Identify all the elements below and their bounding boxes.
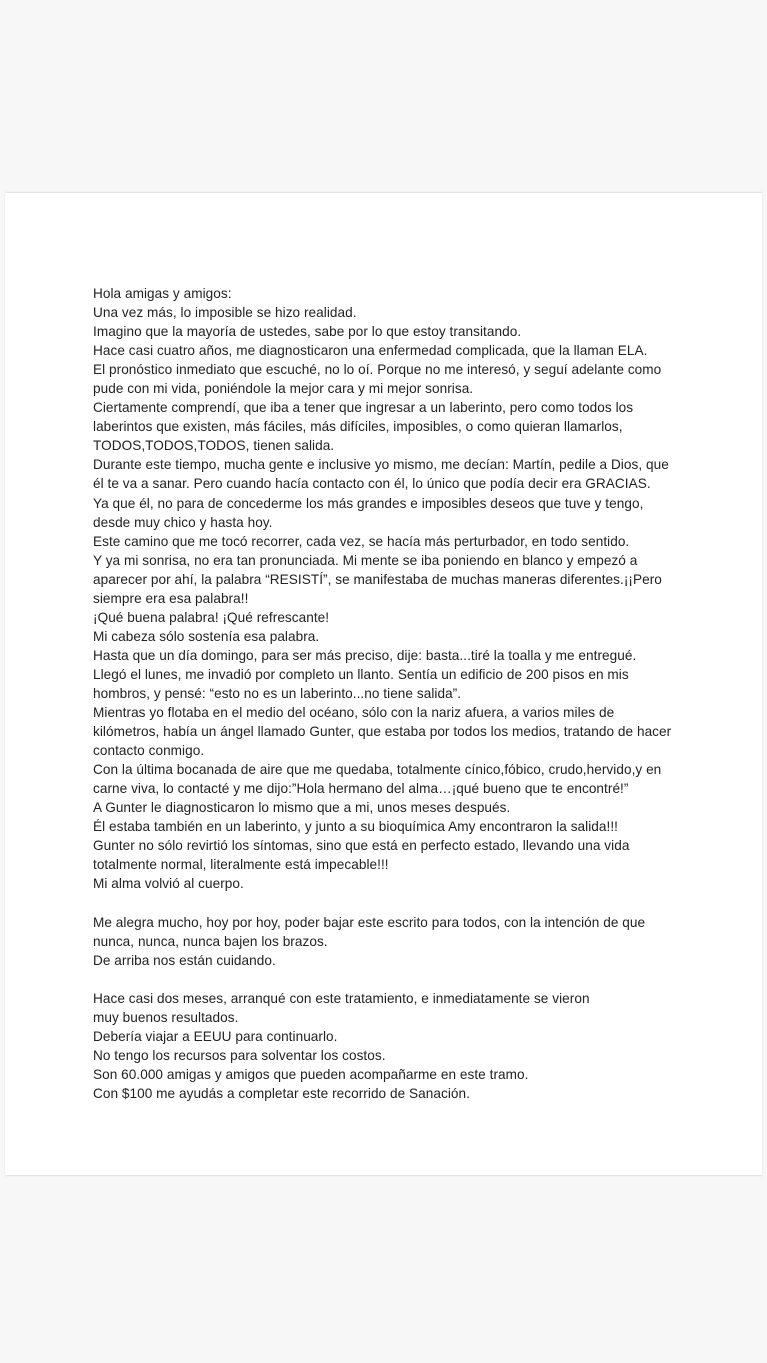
text-line: Él estaba también en un laberinto, y junto a su bioquímica Amy encontraron la salida!!! [93, 819, 618, 835]
text-line: siempre era esa palabra!! [93, 590, 249, 606]
letter-body [93, 284, 683, 1103]
text-line: Ciertamente comprendí, que iba a tener que ingresar a un laberinto, pero como todos los [93, 400, 634, 416]
text-line: nunca, nunca, nunca bajen los brazos. [93, 933, 328, 949]
text-line: hombros, y pensé: “esto no es un laberinto...no tiene salida”. [93, 685, 462, 701]
paragraph-gap [93, 970, 683, 989]
text-line: Hace casi dos meses, arranqué con este tratamiento, e inmediatamente se vieron [93, 990, 590, 1006]
text-line: Una vez más, lo imposible se hizo realidad. [93, 305, 357, 321]
document-page [5, 192, 762, 1176]
text-line: Mi cabeza sólo sostenía esa palabra. [93, 628, 320, 644]
text-line: Llegó el lunes, me invadió por completo un llanto. Sentía un edificio de 200 pisos en mis [93, 666, 629, 682]
text-line: Mi alma volvió al cuerpo. [93, 876, 244, 892]
text-line: Me alegra mucho, hoy por hoy, poder bajar este escrito para todos, con la intención de que [93, 914, 646, 930]
text-line: Con $100 me ayudás a completar este recorrido de Sanación. [93, 1085, 470, 1101]
text-line: Ya que él, no para de concederme los más grandes e imposibles deseos que tuve y tengo, [93, 495, 644, 511]
text-line: A Gunter le diagnosticaron lo mismo que a mi, unos meses después. [93, 800, 511, 816]
paragraph-gap [93, 894, 683, 913]
text-line: Son 60.000 amigas y amigos que pueden acompañarme en este tramo. [93, 1066, 529, 1082]
text-line: El pronóstico inmediato que escuché, no lo oí. Porque no me interesó, y seguí adelante como [93, 362, 662, 378]
text-line: Hace casi cuatro años, me diagnosticaron una enfermedad complicada, que la llaman ELA. [93, 343, 648, 359]
text-line: él te va a sanar. Pero cuando hacía contacto con él, lo único que podía decir era GRACIAS. [93, 476, 651, 492]
text-line: desde muy chico y hasta hoy. [93, 514, 273, 530]
text-line: carne viva, lo contacté y me dijo:”Hola hermano del alma…¡qué bueno que te encontré!” [93, 781, 629, 797]
text-line: Debería viajar a EEUU para continuarlo. [93, 1028, 338, 1044]
text-line: Y ya mi sonrisa, no era tan pronunciada. Mi mente se iba poniendo en blanco y empezó a [93, 552, 638, 568]
text-line: Con la última bocanada de aire que me quedaba, totalmente cínico,fóbico, crudo,hervido,y en [93, 762, 662, 778]
text-line: ¡Qué buena palabra! ¡Qué refrescante! [93, 609, 330, 625]
text-line: muy buenos resultados. [93, 1009, 239, 1025]
text-line: aparecer por ahí, la palabra “RESISTÍ”, se manifestaba de muchas maneras diferentes.¡¡Pero [93, 571, 662, 587]
text-line: Gunter no sólo revirtió los síntomas, sino que está en perfecto estado, llevando una vida [93, 838, 630, 854]
text-line: No tengo los recursos para solventar los costos. [93, 1047, 386, 1063]
text-line: kilómetros, había un ángel llamado Gunter, que estaba por todos los medios, tratando de hacer [93, 724, 672, 740]
text-line: Mientras yo flotaba en el medio del océano, sólo con la nariz afuera, a varios miles de [93, 705, 615, 721]
text-line: De arriba nos están cuidando. [93, 952, 276, 968]
text-line: contacto conmigo. [93, 743, 205, 759]
text-line: pude con mi vida, poniéndole la mejor cara y mi mejor sonrisa. [93, 381, 474, 397]
text-line: Durante este tiempo, mucha gente e inclusive yo mismo, me decían: Martín, pedile a Dios, que [93, 457, 669, 473]
text-line: totalmente normal, literalmente está impecable!!! [93, 857, 389, 873]
text-line: Hasta que un día domingo, para ser más preciso, dije: basta...tiré la toalla y me entregué. [93, 647, 637, 663]
text-line: TODOS,TODOS,TODOS, tienen salida. [93, 438, 335, 454]
text-line: Imagino que la mayoría de ustedes, sabe por lo que estoy transitando. [93, 324, 522, 340]
text-line: laberintos que existen, más fáciles, más difíciles, imposibles, o como quieran llamarlos, [93, 419, 623, 435]
text-line: Este camino que me tocó recorrer, cada vez, se hacía más perturbador, en todo sentido. [93, 533, 630, 549]
text-line: Hola amigas y amigos: [93, 286, 232, 301]
